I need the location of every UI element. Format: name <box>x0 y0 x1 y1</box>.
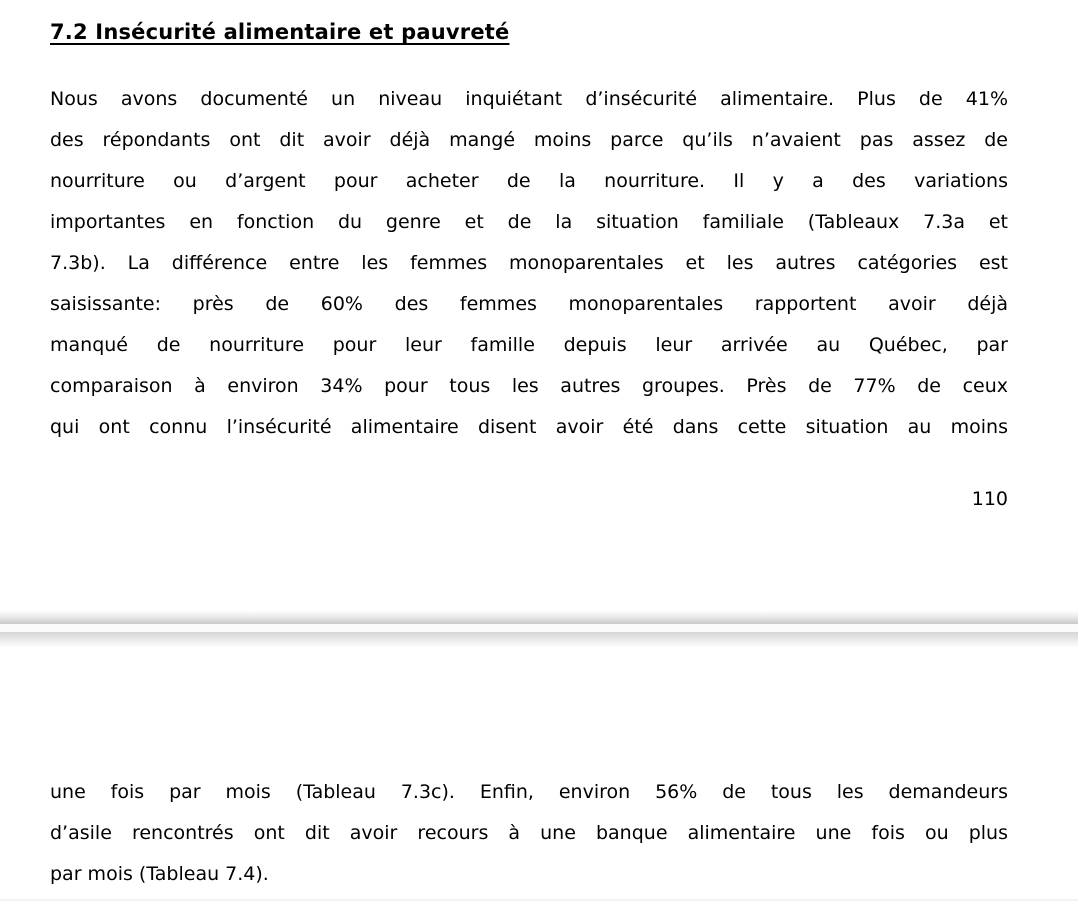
text-line: importantes en fonction du genre et de la situation familiale (Tableaux 7.3a et <box>50 211 1008 233</box>
page2-top-shadow <box>0 632 1078 648</box>
text-line: d’asile rencontrés ont dit avoir recours à une banque alimentaire une fois ou plus <box>50 822 1008 844</box>
text-line: par mois (Tableau 7.4). <box>50 863 269 885</box>
section-heading: 7.2 Insécurité alimentaire et pauvreté <box>50 20 510 44</box>
text-line: nourriture ou d’argent pour acheter de la nourriture. Il y a des variations <box>50 170 1008 192</box>
text-line: saisissante: près de 60% des femmes monoparentales rapportent avoir déjà <box>50 293 1008 315</box>
text-line: 7.3b). La différence entre les femmes monoparentales et les autres catégories est <box>50 252 1008 274</box>
page1-bottom-shadow <box>0 610 1078 624</box>
page-break-gap <box>0 624 1078 632</box>
text-line: comparaison à environ 34% pour tous les autres groupes. Près de 77% de ceux <box>50 375 1008 397</box>
text-line: des répondants ont dit avoir déjà mangé moins parce qu’ils n’avaient pas assez de <box>50 129 1008 151</box>
text-line: qui ont connu l’insécurité alimentaire disent avoir été dans cette situation au moins <box>50 416 1008 438</box>
text-line: manqué de nourriture pour leur famille depuis leur arrivée au Québec, par <box>50 334 1008 356</box>
paragraph-food-insecurity <box>50 79 1008 448</box>
page-number: 110 <box>971 488 1008 510</box>
text-line: Nous avons documenté un niveau inquiétant d’insécurité alimentaire. Plus de 41% <box>50 88 1008 110</box>
paragraph-continuation <box>50 772 1008 895</box>
page2-bottom-edge <box>0 899 1078 901</box>
text-line: une fois par mois (Tableau 7.3c). Enfin, environ 56% de tous les demandeurs <box>50 781 1008 803</box>
